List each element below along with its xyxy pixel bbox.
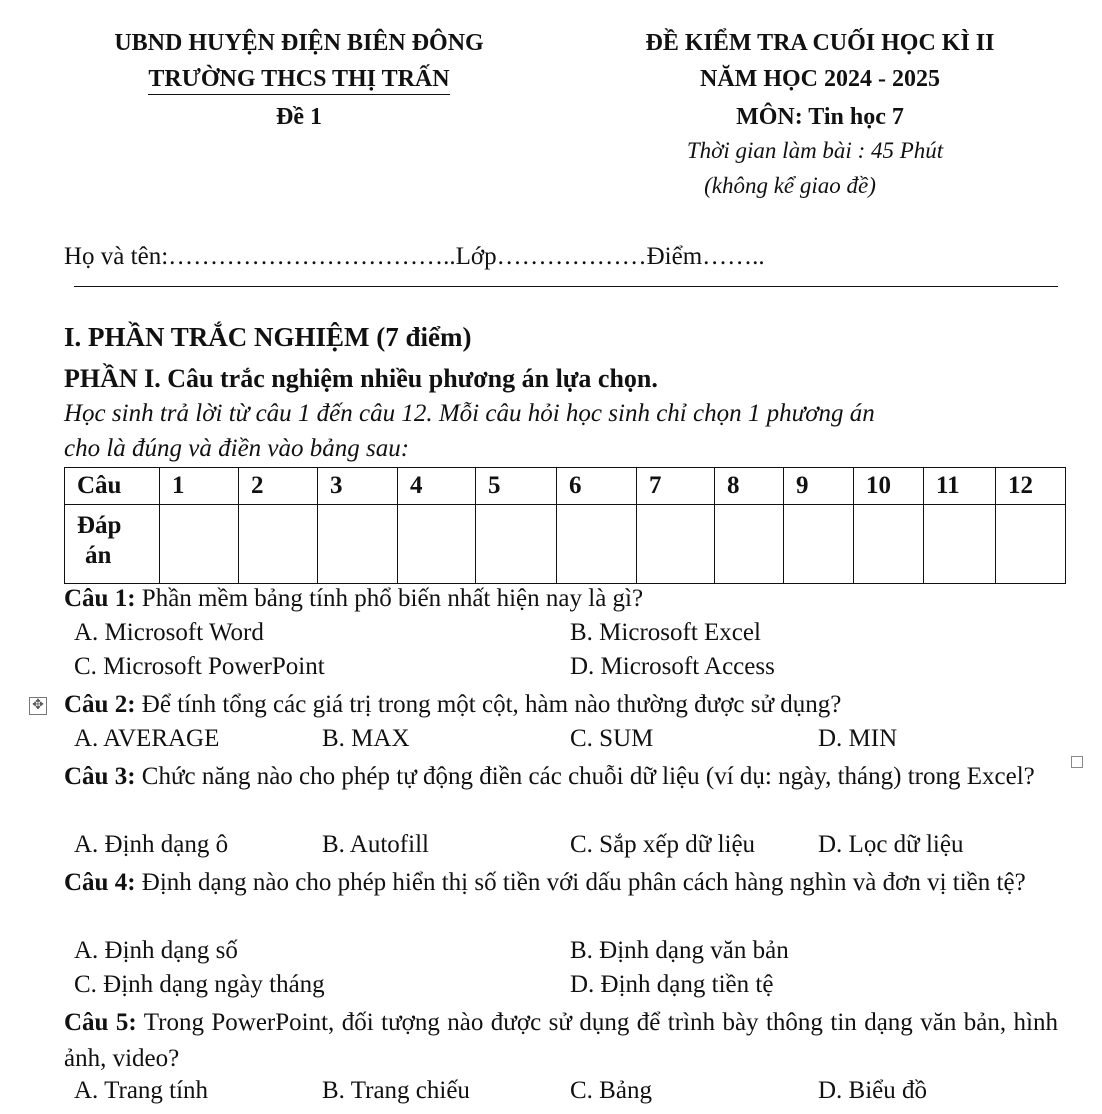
option-b: B. MAX xyxy=(322,725,410,752)
question-label: Câu 1: xyxy=(64,585,136,612)
question-3 xyxy=(64,759,1058,795)
answer-col-header: 1 xyxy=(160,468,239,505)
answer-cell[interactable] xyxy=(398,505,476,584)
option-a: A. AVERAGE xyxy=(74,725,220,752)
answer-col-header: 7 xyxy=(637,468,715,505)
question-text: Trong PowerPoint, đối tượng nào được sử dụng để trình bày thông tin dạng văn bản, hình ảnh, video? xyxy=(64,1009,1058,1072)
answer-col-header: 6 xyxy=(557,468,637,505)
question-label: Câu 2: xyxy=(64,691,136,718)
divider xyxy=(74,286,1058,287)
answer-row-label xyxy=(65,505,160,584)
question-text: Phần mềm bảng tính phổ biến nhất hiện nay là gì? xyxy=(135,585,644,612)
option-b: B. Định dạng văn bản xyxy=(570,937,789,964)
option-b: B. Trang chiếu xyxy=(322,1077,470,1104)
answer-cell[interactable] xyxy=(637,505,715,584)
exam-code: Đề 1 xyxy=(276,104,322,130)
answer-cell[interactable] xyxy=(924,505,996,584)
question-label: Câu 4: xyxy=(64,869,136,896)
exam-title: ĐỀ KIỂM TRA CUỐI HỌC KÌ II xyxy=(645,30,995,56)
answer-table xyxy=(64,467,1066,584)
answer-col-header: 11 xyxy=(924,468,996,505)
answer-col-header: 10 xyxy=(854,468,924,505)
question-label: Câu 5: xyxy=(64,1009,137,1036)
option-a: A. Định dạng số xyxy=(74,937,238,964)
option-c: C. Sắp xếp dữ liệu xyxy=(570,831,756,858)
answer-col-header: 3 xyxy=(318,468,398,505)
option-d: D. MIN xyxy=(818,725,898,752)
option-a: A. Microsoft Word xyxy=(74,619,264,646)
question-1 xyxy=(64,581,1054,617)
subject: MÔN: Tin học 7 xyxy=(736,104,904,130)
option-b: B. Microsoft Excel xyxy=(570,619,761,646)
option-d: D. Biểu đồ xyxy=(818,1077,928,1104)
answer-cell[interactable] xyxy=(557,505,637,584)
question-2 xyxy=(64,687,1054,723)
question-label: Câu 3: xyxy=(64,763,136,790)
answer-cell[interactable] xyxy=(996,505,1066,584)
option-d: D. Microsoft Access xyxy=(570,653,775,680)
option-b: B. Autofill xyxy=(322,831,429,858)
question-text: Chức năng nào cho phép tự động điền các chuỗi dữ liệu (ví dụ: ngày, tháng) trong Excel? xyxy=(135,763,1035,790)
section-title: I. PHẦN TRẮC NGHIỆM (7 điểm) xyxy=(64,322,472,352)
answer-col-header: 8 xyxy=(715,468,784,505)
question-text: Định dạng nào cho phép hiển thị số tiền với dấu phân cách hàng nghìn và đơn vị tiền tệ? xyxy=(135,869,1026,896)
option-d: D. Định dạng tiền tệ xyxy=(570,971,774,998)
answer-row-label-b: án xyxy=(85,542,112,569)
part-title: PHẦN I. Câu trắc nghiệm nhiều phương án lựa chọn. xyxy=(64,364,658,393)
question-5 xyxy=(64,1005,1058,1077)
answer-cell[interactable] xyxy=(476,505,557,584)
option-d: D. Lọc dữ liệu xyxy=(818,831,964,858)
answer-cell[interactable] xyxy=(715,505,784,584)
option-c: C. Bảng xyxy=(570,1077,652,1104)
exam-duration: Thời gian làm bài : 45 Phút xyxy=(686,138,944,163)
student-info-line[interactable]: Họ và tên:……………………………..Lớp………………Điểm…….. xyxy=(64,243,765,270)
answer-col-header: 5 xyxy=(476,468,557,505)
answer-col-header: 9 xyxy=(784,468,854,505)
option-a: A. Trang tính xyxy=(74,1077,209,1104)
answer-cell[interactable] xyxy=(160,505,239,584)
school-name xyxy=(84,66,514,93)
option-c: C. Microsoft PowerPoint xyxy=(74,653,325,680)
answer-cell[interactable] xyxy=(239,505,318,584)
option-c: C. SUM xyxy=(570,725,654,752)
instruction-line-1: Học sinh trả lời từ câu 1 đến câu 12. Mỗi câu hỏi học sinh chỉ chọn 1 phương án xyxy=(64,400,875,427)
answer-cell[interactable] xyxy=(854,505,924,584)
option-c: C. Định dạng ngày tháng xyxy=(74,971,325,998)
answer-row-label-a: Đáp xyxy=(77,512,122,539)
school-name-text: TRƯỜNG THCS THỊ TRẤN xyxy=(148,66,449,95)
answer-cell[interactable] xyxy=(784,505,854,584)
answer-cell[interactable] xyxy=(318,505,398,584)
answer-table-answer-row xyxy=(65,505,1066,584)
exam-note: (không kể giao đề) xyxy=(704,173,876,198)
question-4 xyxy=(64,865,1058,901)
answer-table-header-row xyxy=(65,468,1066,505)
answer-table-row-label: Câu xyxy=(65,468,160,505)
school-year: NĂM HỌC 2024 - 2025 xyxy=(700,66,940,92)
answer-col-header: 2 xyxy=(239,468,318,505)
instruction-line-2: cho là đúng và điền vào bảng sau: xyxy=(64,435,410,462)
resize-handle-icon[interactable] xyxy=(1071,756,1083,768)
answer-col-header: 4 xyxy=(398,468,476,505)
school-district: UBND HUYỆN ĐIỆN BIÊN ĐÔNG xyxy=(114,30,484,56)
option-a: A. Định dạng ô xyxy=(74,831,229,858)
move-icon[interactable]: ✥ xyxy=(29,697,47,715)
question-text: Để tính tổng các giá trị trong một cột, hàm nào thường được sử dụng? xyxy=(135,691,842,718)
answer-col-header: 12 xyxy=(996,468,1066,505)
